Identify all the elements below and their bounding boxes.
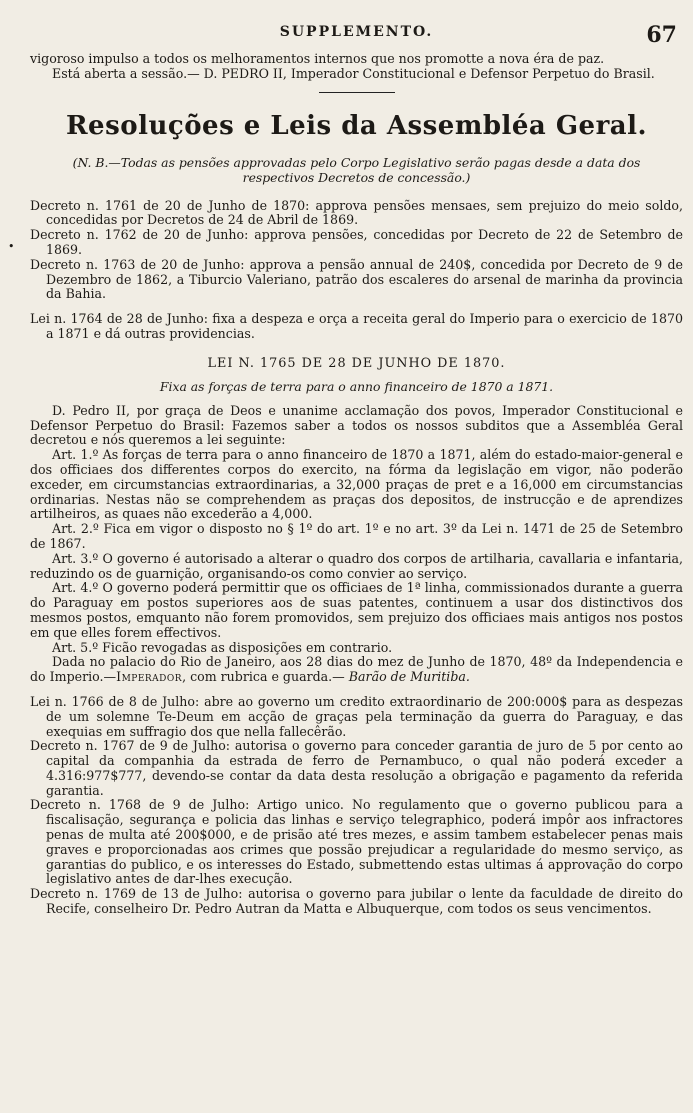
editorial-note: (N. B.—Todas as pensões approvadas pelo Corpo Legislativo serão pagas desde a data dos respectivos Decretos de concessão.) [72,154,641,185]
signature-emperor: Imperador [116,669,183,685]
article-4: Art. 4.º O governo poderá permittir que os officiaes de 1ª linha, commissionados durante a guerra do Paraguay em postos superiores aos de suas patentes, continuem a usar dos distinctivos dos mesmos postos, emquanto não forem promovidos, sem prejuizo dos officiaes mais antigos nos postos em que elles forem effectivos. [30,580,683,640]
decree-1769: Decreto n. 1769 de 13 de Julho: autorisa o governo para jubilar o lente da faculdade de direito do Recife, conselheiro Dr. Pedro Autran da Matta e Albuquerque, com todos os seus vencimentos. [30,886,683,917]
law-1766: Lei n. 1766 de 8 de Julho: abre ao governo um credito extraordinario de 200:000$ para as despezas de um solemne Te-Deum em acção de graças pela terminação da guerra do Paraguay, e das exequias em suffragio dos que nella fallecêrão. [30,693,683,739]
law-preamble: D. Pedro II, por graça de Deos e unanime acclamação dos povos, Imperador Constitucional e Defensor Perpetuo do Brasil: Fazemos saber a todos os nossos subditos que a Assembléa Geral decretou e nós queremos a lei seguinte: [30,402,683,448]
article-3: Art. 3.º O governo é autorisado a alterar o quadro dos corpos de artilharia, cavallaria e infantaria, reduzindo os de guarnição, organisando-os como convier ao serviço. [30,550,683,581]
page-number: 67 [646,22,677,48]
signature-rest: , com rubrica e guarda.— [182,669,345,685]
article-5: Art. 5.º Ficão revogadas as disposições em contrario. [52,639,393,655]
decree-1763: Decreto n. 1763 de 20 de Junho: approva a pensão annual de 240$, concedida por Decreto de 9 de Dezembro de 1862, a Tiburcio Valeriano, patrão dos escaleres do arsenal de marinha da provincia da Bahia. [30,256,683,302]
law-signature [30,655,683,685]
decree-1762: Decreto n. 1762 de 20 de Junho: approva pensões, concedidas por Decreto de 22 de Setembro de 1869. [30,227,683,257]
signature-minister: Barão de Muritiba. [348,669,470,685]
session-paragraph: Está aberta a sessão.— D. PEDRO II, Imperador Constitucional e Defensor Perpetuo do Brasil. [52,65,655,81]
law-1765-subtitle: Fixa as forças de terra para o anno financeiro de 1870 a 1871. [159,378,554,394]
article-1: Art. 1.º As forças de terra para o anno financeiro de 1870 a 1871, além do estado-maior-general e dos officiaes dos differentes corpos do exercito, na fórma da legislação em vigor, não poderão exceder, em circumstancias extraordinarias, a 32,000 praças de pret e a 16,000 em circumstancias ordinarias. Nestas não se comprehendem as praças dos depositos, de instrucção e de aprendizes artilheiros, as quaes não excederão a 4,000. [30,447,683,522]
law-given: Dada no palacio do Rio de Janeiro, aos 28 dias do mez de Junho de 1870, 48º da Independencia e do Imperio.— [30,654,683,685]
intro-paragraph: vigoroso impulso a todos os melhoramentos internos que nos promotte a nova éra de paz. [30,51,605,66]
section-title: Resoluções e Leis da Assembléa Geral. [65,110,648,141]
decree-1761: Decreto n. 1761 de 20 de Junho de 1870: approva pensões mensaes, sem prejuizo do meio soldo, concedidas por Decretos de 24 de Abril de 1869. [30,197,683,228]
section-rule [319,92,395,93]
law-1764: Lei n. 1764 de 28 de Junho: fixa a despeza e orça a receita geral do Imperio para o exercicio de 1870 a 1871 e dá outras providencias. [30,311,683,341]
law-1765-title: LEI N. 1765 DE 28 DE JUNHO DE 1870. [207,355,506,371]
decree-1768: Decreto n. 1768 de 9 de Julho: Artigo unico. No regulamento que o governo publicou para a fiscalisação, segurança e policia das linhas e serviço telegraphico, poderá impôr aos infractores penas de multa até 200$000, e de prisão até tres mezes, e assim tambem estabelecer penas mais graves e proporcionadas aos crimes que possão prejudicar a regularidade do mesmo serviço, as garantias do publico, e os interesses do Estado, submettendo estas ultimas á approvação do corpo legislativo antes de dar-lhes execução. [30,797,683,887]
decree-1767: Decreto n. 1767 de 9 de Julho: autorisa o governo para conceder garantia de juro de 5 por cento ao capital da companhia da estrada de ferro de Pernambuco, o qual não poderá exceder a 4.316:977$777, devendo-se contar da data desta resolução a obrigação e pagamento da referida garantia. [30,738,683,798]
running-title: SUPPLEMENTO. [279,24,434,40]
margin-dot: • [8,240,15,253]
article-2: Art. 2.º Fica em vigor o disposto no § 1º do art. 1º e no art. 3º da Lei n. 1471 de 25 de Setembro de 1867. [30,521,683,551]
